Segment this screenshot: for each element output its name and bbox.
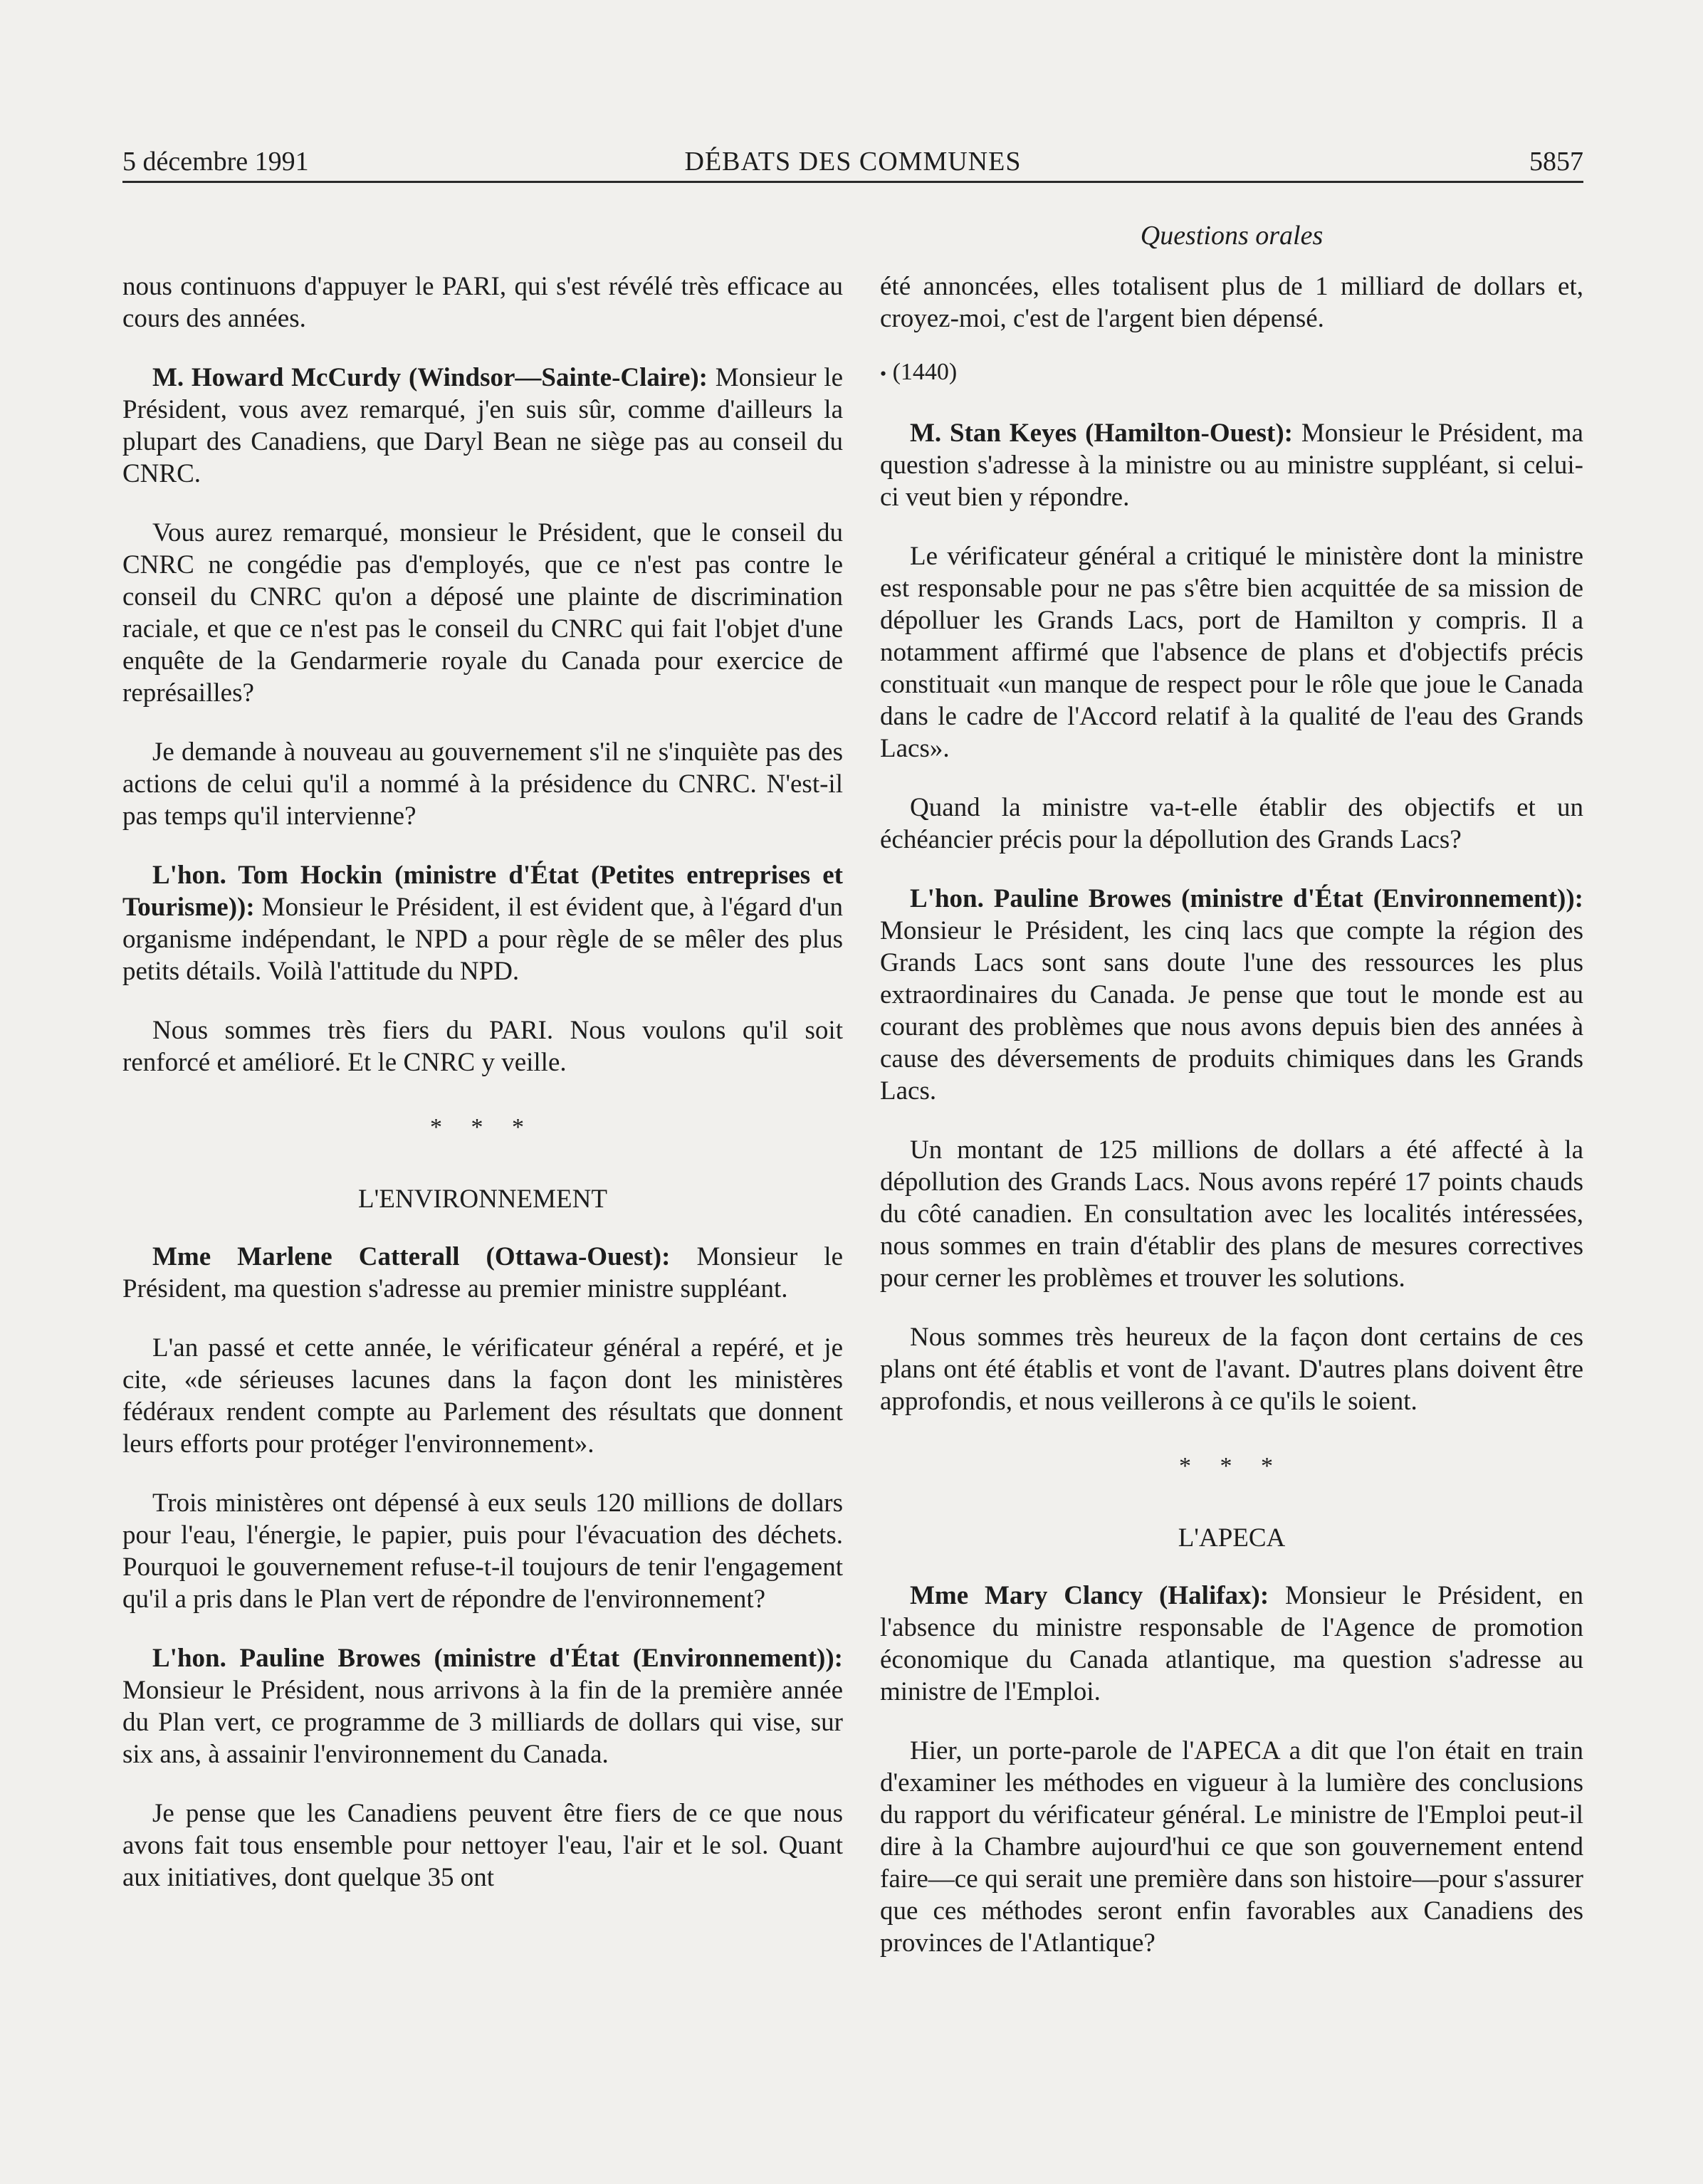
speech-text: Monsieur le Président, nous arrivons à la fin de la première année du Plan vert, ce programme de 3 milliards de dollars qui vise, sur six ans, à assainir l'environnement du Canada. (122, 1676, 843, 1769)
paragraph: L'an passé et cette année, le vérificateur général a repéré, et je cite, «de sérieuses lacunes dans la façon dont les ministères fédéraux rendent compte au Parlement des résultats que donnent leurs efforts pour protéger l'environnement». (122, 1333, 843, 1459)
header-rule (122, 181, 1583, 183)
speaker-name: Mme Marlene Catterall (Ottawa-Ouest): (152, 1242, 671, 1271)
speech-text: Monsieur le Président, ma question s'adresse à la ministre ou au ministre suppléant, si celui-ci veut bien y répondre. (880, 418, 1583, 512)
header-date: 5 décembre 1991 (122, 147, 309, 177)
paragraph: Nous sommes très heureux de la façon dont certains de ces plans ont été établis et vont de l'avant. D'autres plans doivent être approfondis, et nous veillerons à ce qu'ils le soient. (880, 1322, 1583, 1416)
header-page-number: 5857 (1529, 147, 1583, 177)
speech-paragraph (122, 1642, 843, 1770)
paragraph: Hier, un porte-parole de l'APECA a dit que l'on était en train d'examiner les méthodes en vigueur à la lumière des conclusions du rapport du vérificateur général. Le ministre de l'Emploi peut-il dire à la Chambre aujourd'hui ce que son gouvernement entend faire—ce qui serait une première dans son histoire—pour s'assurer que ces méthodes seront enfin favorables aux Canadiens des provinces de l'Atlantique? (880, 1736, 1583, 1958)
right-column (880, 271, 1583, 1986)
speaker-name: L'hon. Pauline Browes (ministre d'État (Environnement)): (152, 1644, 843, 1673)
paragraph: Je pense que les Canadiens peuvent être fiers de ce que nous avons fait tous ensemble pour nettoyer l'eau, l'air et le sol. Quant aux initiatives, dont quelque 35 ont (122, 1799, 843, 1892)
paragraph: Je demande à nouveau au gouvernement s'il ne s'inquiète pas des actions de celui qu'il a nommé à la présidence du CNRC. N'est-il pas temps qu'il intervienne? (122, 737, 843, 831)
speech-paragraph (880, 883, 1583, 1107)
speech-text: Monsieur le Président, les cinq lacs que compte la région des Grands Lacs sont sans doute l'une des ressources les plus extraordinaires du Canada. Je pense que tout le monde est au courant des problèmes que nous avons depuis bien des années à cause des déversements de produits chimiques dans les Grands Lacs. (880, 915, 1583, 1106)
speech-text: Monsieur le Président, il est évident que, à l'égard d'un organisme indépendant, le NPD a pour règle de se mêler des plus petits détails. Voilà l'attitude du NPD. (122, 893, 844, 986)
paragraph: Un montant de 125 millions de dollars a été affecté à la dépollution des Grands Lacs. Nous avons repéré 17 points chauds du côté canadien. En consultation avec les localités intéressées, nous sommes en train d'établir des plans de mesures correctives pour cerner les problèmes et trouver les solutions. (880, 1135, 1583, 1293)
paragraph: été annoncées, elles totalisent plus de 1 milliard de dollars et, croyez-moi, c'est de l'argent bien dépensé. (880, 272, 1583, 333)
speech-paragraph (122, 1241, 843, 1305)
paragraph: Vous aurez remarqué, monsieur le Président, que le conseil du CNRC ne congédie pas d'employés, que ce n'est pas contre le conseil du CNRC qu'on a déposé une plainte de discrimination raciale, et que ce n'est pas le conseil du CNRC qui fait l'objet d'une enquête de la Gendarmerie royale du Canada pour exercice de représailles? (122, 518, 843, 708)
section-title: Questions orales (1140, 221, 1324, 251)
speaker-name: L'hon. Pauline Browes (ministre d'État (Environnement)): (910, 883, 1583, 913)
paragraph: Le vérificateur général a critiqué le ministère dont la ministre est responsable pour ne pas s'être bien acquittée de sa mission de dépolluer les Grands Lacs, port de Hamilton y compris. Il a notamment affirmé que l'absence de plans et d'objectifs précis constituait «un manque de respect pour le rôle que joue le Canada dans le cadre de l'Accord relatif à la qualité de l'eau des Grands Lacs». (880, 541, 1583, 763)
time-stamp: (1440) (892, 359, 958, 385)
header-title: DÉBATS DES COMMUNES (684, 147, 1022, 177)
section-separator: * * * (430, 1114, 535, 1140)
speaker-name: L'hon. Tom Hockin (ministre d'État (Petites entreprises et Tourisme)): (122, 861, 843, 922)
speaker-name: M. Howard McCurdy (Windsor—Sainte-Claire): (152, 363, 708, 392)
speech-text: Monsieur le Président, vous avez remarqué, j'en suis sûr, comme d'ailleurs la plupart des Canadiens, que Daryl Bean ne siège pas au conseil du CNRC. (122, 363, 844, 488)
left-column (122, 271, 843, 1921)
section-heading: L'APECA (1178, 1523, 1286, 1553)
paragraph: Nous sommes très fiers du PARI. Nous voulons qu'il soit renforcé et amélioré. Et le CNRC y veille. (122, 1016, 843, 1077)
speech-text: Monsieur le Président, en l'absence du ministre responsable de l'Agence de promotion économique du Canada atlantique, ma question s'adresse au ministre de l'Emploi. (880, 1580, 1583, 1706)
section-separator: * * * (1179, 1452, 1284, 1479)
paragraph: Quand la ministre va-t-elle établir des objectifs et un échéancier précis pour la dépollution des Grands Lacs? (880, 792, 1583, 854)
section-heading: L'ENVIRONNEMENT (358, 1185, 607, 1214)
time-marker (880, 356, 1583, 390)
speech-text: Monsieur le Président, ma question s'adresse au premier ministre suppléant. (122, 1242, 843, 1303)
speaker-name: Mme Mary Clancy (Halifax): (910, 1580, 1269, 1610)
page-header (122, 144, 1583, 179)
bullet-icon: • (880, 363, 887, 384)
speech-paragraph (122, 859, 843, 987)
speech-paragraph (122, 362, 843, 490)
speaker-name: M. Stan Keyes (Hamilton-Ouest): (910, 418, 1293, 448)
paragraph: nous continuons d'appuyer le PARI, qui s'est révélé très efficace au cours des années. (122, 272, 843, 333)
speech-paragraph (880, 417, 1583, 513)
paragraph: Trois ministères ont dépensé à eux seuls 120 millions de dollars pour l'eau, l'énergie, le papier, puis pour l'évacuation des déchets. Pourquoi le gouvernement refuse-t-il toujours de tenir l'engagement qu'il a pris dans le Plan vert de répondre de l'environnement? (122, 1489, 843, 1614)
speech-paragraph (880, 1580, 1583, 1708)
